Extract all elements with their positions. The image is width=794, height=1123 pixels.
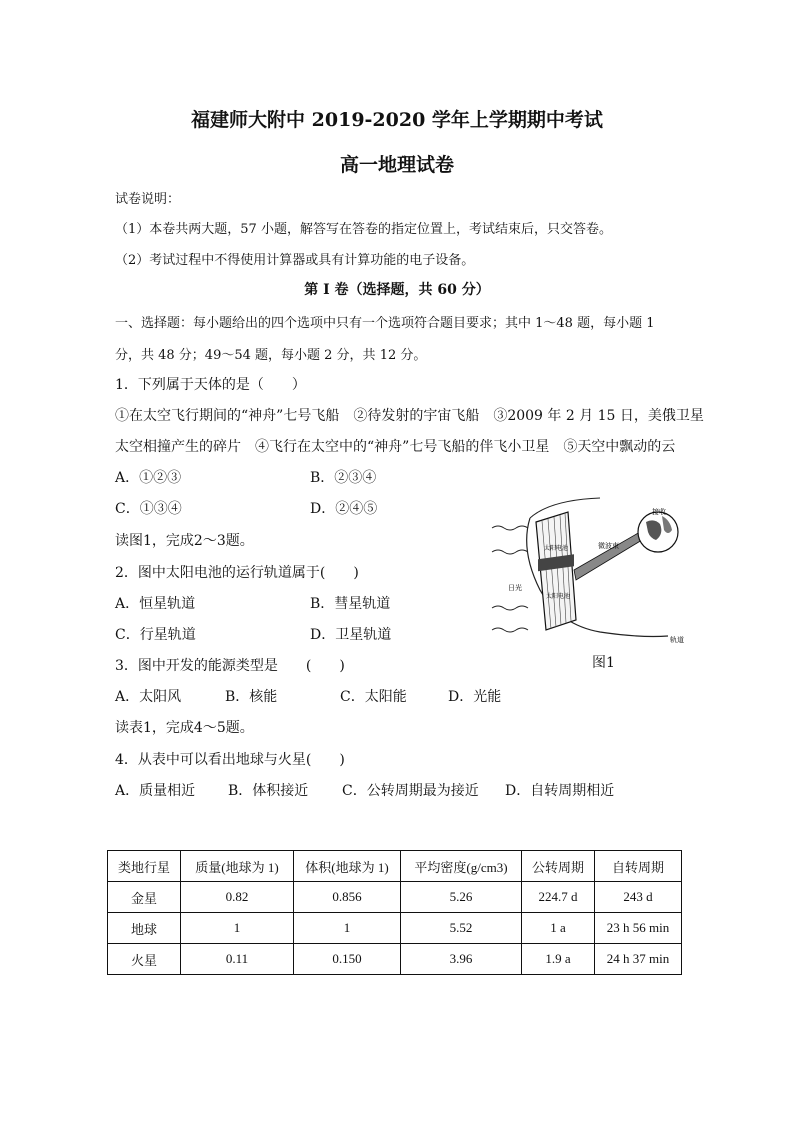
label-panel-top: 太阳电池 xyxy=(544,545,569,552)
question-3-option-b: B．核能 xyxy=(225,689,278,705)
table-header-cell: 质量(地球为 1) xyxy=(181,851,294,882)
exam-title: 福建师大附中 2019-2020 学年上学期期中考试 xyxy=(191,109,603,131)
table-cell: 金星 xyxy=(108,882,181,913)
table-header-cell: 体积(地球为 1) xyxy=(294,851,401,882)
question-1-option-c: C．①③④ xyxy=(115,501,182,517)
table-cell: 5.52 xyxy=(401,913,522,944)
question-2-option-b: B．彗星轨道 xyxy=(310,596,391,612)
question-3-option-c: C．太阳能 xyxy=(340,689,407,705)
table-row xyxy=(108,944,682,975)
label-panel-bottom: 太阳电池 xyxy=(546,593,571,600)
question-2-option-a: A．恒星轨道 xyxy=(115,596,196,612)
question-4-stem: 4．从表中可以看出地球与火星( ) xyxy=(115,752,345,768)
table-row xyxy=(108,882,682,913)
question-1-line1: ①在太空飞行期间的“神舟”七号飞船 ②待发射的宇宙飞船 ③2009 年 2 月 15 日，美俄卫星 xyxy=(115,408,704,424)
table-cell: 224.7 d xyxy=(522,882,595,913)
section-desc-line1: 一、选择题：每小题给出的四个选项中只有一个选项符合题目要求；其中 1～48 题，每小题 1 xyxy=(115,316,655,331)
read-table-instruction: 读表1，完成4～5题。 xyxy=(115,720,254,736)
read-figure-instruction: 读图1，完成2～3题。 xyxy=(115,533,254,549)
table-cell: 0.82 xyxy=(181,882,294,913)
question-4-option-d: D．自转周期相近 xyxy=(505,783,615,799)
table-cell: 0.150 xyxy=(294,944,401,975)
question-2-stem: 2．图中太阳电池的运行轨道属于( ) xyxy=(115,565,359,581)
question-1-option-b: B．②③④ xyxy=(310,470,377,486)
table-header-cell: 公转周期 xyxy=(522,851,595,882)
question-2-option-c: C．行星轨道 xyxy=(115,627,196,643)
instructions-heading: 试卷说明： xyxy=(115,192,181,207)
table-row xyxy=(108,913,682,944)
sunlight-rays xyxy=(492,526,528,632)
solar-panel xyxy=(536,512,576,630)
table-header-row xyxy=(108,851,682,882)
label-microwave: 微波束 xyxy=(598,542,619,550)
figure-caption: 图1 xyxy=(592,655,615,671)
table-cell: 1.9 a xyxy=(522,944,595,975)
table-header-cell: 平均密度(g/cm3) xyxy=(401,851,522,882)
table-cell: 24 h 37 min xyxy=(595,944,682,975)
question-1-line2: 太空相撞产生的碎片 ④飞行在太空中的“神舟”七号飞船的伴飞小卫星 ⑤天空中飘动的云 xyxy=(115,439,676,455)
instruction-item-1: （1）本卷共两大题，57 小题，解答写在答卷的指定位置上，考试结束后，只交答卷。 xyxy=(115,222,612,237)
question-1-stem: 1．下列属于天体的是（ ） xyxy=(115,377,306,393)
question-1-option-d: D．②④⑤ xyxy=(310,501,378,517)
question-3-stem: 3．图中开发的能源类型是 ( ) xyxy=(115,658,345,674)
planet-data-table xyxy=(107,850,682,975)
table-cell: 0.856 xyxy=(294,882,401,913)
section-desc-line2: 分，共 48 分；49～54 题，每小题 2 分，共 12 分。 xyxy=(115,348,427,363)
question-1-option-a: A．①②③ xyxy=(115,470,182,486)
question-4-option-c: C．公转周期最为接近 xyxy=(342,783,479,799)
exam-subtitle: 高一地理试卷 xyxy=(339,154,454,176)
table-cell: 243 d xyxy=(595,882,682,913)
table-cell: 0.11 xyxy=(181,944,294,975)
table-header-cell: 类地行星 xyxy=(108,851,181,882)
question-4-option-b: B．体积接近 xyxy=(228,783,309,799)
table-cell: 1 xyxy=(181,913,294,944)
question-4-option-a: A．质量相近 xyxy=(115,783,196,799)
label-orbit: 轨道 xyxy=(670,636,684,644)
solar-satellite-figure xyxy=(490,490,695,650)
table-cell: 1 xyxy=(294,913,401,944)
instruction-item-2: （2）考试过程中不得使用计算器或具有计算功能的电子设备。 xyxy=(115,253,475,268)
question-3-option-a: A．太阳风 xyxy=(115,689,182,705)
table-cell: 地球 xyxy=(108,913,181,944)
table-cell: 火星 xyxy=(108,944,181,975)
microwave-beam xyxy=(574,532,642,580)
question-2-option-d: D．卫星轨道 xyxy=(310,627,392,643)
table-cell: 5.26 xyxy=(401,882,522,913)
table-cell: 1 a xyxy=(522,913,595,944)
table-cell: 3.96 xyxy=(401,944,522,975)
section-title: 第 I 卷（选择题，共 60 分） xyxy=(304,282,490,298)
table-cell: 23 h 56 min xyxy=(595,913,682,944)
question-3-option-d: D．光能 xyxy=(448,689,502,705)
table-header-cell: 自转周期 xyxy=(595,851,682,882)
label-sunlight: 日光 xyxy=(508,584,522,592)
label-receive: 接收 xyxy=(652,508,666,516)
